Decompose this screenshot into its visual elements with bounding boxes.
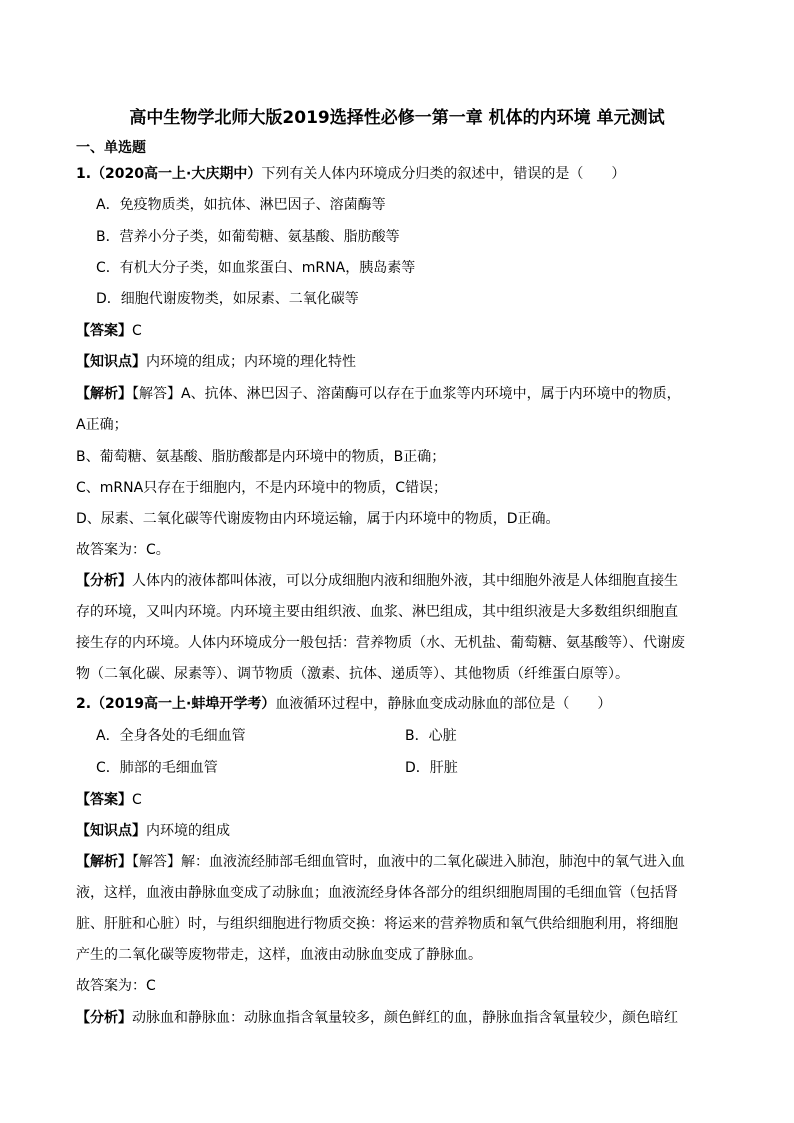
- analysis-text: 【解答】解：血液流经肺部毛细血管时，血液中的二氧化碳进入肺泡，肺泡中的氧气进入血: [132, 854, 685, 870]
- q1-fenxi-line: [76, 571, 678, 591]
- analysis-tag: 【解析】: [76, 386, 132, 402]
- q2-option-d: D．肝脏: [405, 760, 458, 776]
- question-source: （2020高一上·大庆期中）: [91, 166, 262, 182]
- fenxi-text: 动脉血和静脉血：动脉血指含氧量较多，颜色鲜红的血，静脉血指含氧量较少，颜色暗红: [132, 1010, 678, 1026]
- q1-option-d: D．细胞代谢废物类，如尿素、二氧化碳等: [96, 291, 359, 307]
- q1-option-a: A．免疫物质类，如抗体、淋巴因子、溶菌酶等: [96, 197, 386, 213]
- answer-tag: 【答案】: [76, 323, 132, 339]
- fenxi-tag: 【分析】: [76, 1010, 132, 1026]
- q1-answer: [76, 321, 142, 341]
- q2-option-a: A．全身各处的毛细血管: [96, 728, 246, 744]
- analysis-text: 【解答】A、抗体、淋巴因子、溶菌酶可以存在于血浆等内环境中，属于内环境中的物质，: [132, 386, 681, 402]
- fenxi-tag: 【分析】: [76, 573, 132, 589]
- answer-value: C: [132, 323, 142, 339]
- q1-option-b: B．营养小分子类，如葡萄糖、氨基酸、脂肪酸等: [96, 229, 400, 245]
- q2-knowledge: [76, 821, 230, 841]
- q2-analysis-line: [76, 852, 685, 872]
- question-1-stem: [76, 164, 625, 184]
- q2-answer: [76, 790, 142, 810]
- q2-analysis-line: 脏、肝脏和心脏）时，与组织细胞进行物质交换：将运来的营养物质和氧气供给细胞利用，将细胞: [76, 916, 678, 932]
- question-text: 下列有关人体内环境成分归类的叙述中，错误的是（ ）: [261, 166, 626, 182]
- q1-analysis-line: D、尿素、二氧化碳等代谢废物由内环境运输，属于内环境中的物质，D正确。: [76, 511, 560, 527]
- question-number: 2.: [76, 696, 92, 712]
- question-source: （2019高一上·蚌埠开学考）: [91, 696, 276, 712]
- q1-analysis-line: C、mRNA只存在于细胞内，不是内环境中的物质，C错误；: [76, 480, 447, 496]
- q1-fenxi-line: 接生存的内环境。人体内环境成分一般包括：营养物质（水、无机盐、葡萄糖、氨基酸等）、代谢废: [76, 635, 685, 651]
- q1-analysis-line: [76, 384, 681, 404]
- q2-option-c: C．肺部的毛细血管: [96, 760, 218, 776]
- q1-analysis-line: B、葡萄糖、氨基酸、脂肪酸都是内环境中的物质，B正确；: [76, 449, 446, 465]
- q1-fenxi-line: 物（二氧化碳、尿素等）、调节物质（激素、抗体、递质等）、其他物质（纤维蛋白原等）。: [76, 666, 629, 682]
- question-text: 血液循环过程中，静脉血变成动脉血的部位是（ ）: [275, 696, 612, 712]
- knowledge-value: 内环境的组成: [146, 823, 230, 839]
- section-heading: 一、单选题: [76, 140, 146, 156]
- q2-analysis-line: 故答案为：C: [76, 978, 156, 994]
- q2-fenxi-line: [76, 1008, 678, 1028]
- q1-fenxi-line: 存的环境，又叫内环境。内环境主要由组织液、血浆、淋巴组成，其中组织液是大多数组织细胞直: [76, 604, 678, 620]
- fenxi-text: 人体内的液体都叫体液，可以分成细胞内液和细胞外液，其中细胞外液是人体细胞直接生: [132, 573, 678, 589]
- q1-analysis-line: 故答案为：C。: [76, 542, 170, 558]
- knowledge-tag: 【知识点】: [76, 354, 146, 370]
- analysis-tag: 【解析】: [76, 854, 132, 870]
- q2-analysis-line: 液，这样，血液由静脉血变成了动脉血；血液流经身体各部分的组织细胞周围的毛细血管（包括肾: [76, 885, 678, 901]
- question-number: 1.: [76, 166, 92, 182]
- knowledge-tag: 【知识点】: [76, 823, 146, 839]
- q2-option-b: B．心脏: [405, 728, 457, 744]
- q2-analysis-line: 产生的二氧化碳等废物带走，这样，血液由动脉血变成了静脉血。: [76, 947, 482, 963]
- answer-tag: 【答案】: [76, 792, 132, 808]
- knowledge-value: 内环境的组成；内环境的理化特性: [146, 354, 356, 370]
- page-title: 高中生物学北师大版2019选择性必修一第一章 机体的内环境 单元测试: [129, 108, 665, 128]
- question-2-stem: [76, 694, 611, 714]
- q1-option-c: C．有机大分子类，如血浆蛋白、mRNA，胰岛素等: [96, 260, 416, 276]
- q1-knowledge: [76, 352, 356, 372]
- q1-analysis-line: A正确；: [76, 417, 128, 433]
- answer-value: C: [132, 792, 142, 808]
